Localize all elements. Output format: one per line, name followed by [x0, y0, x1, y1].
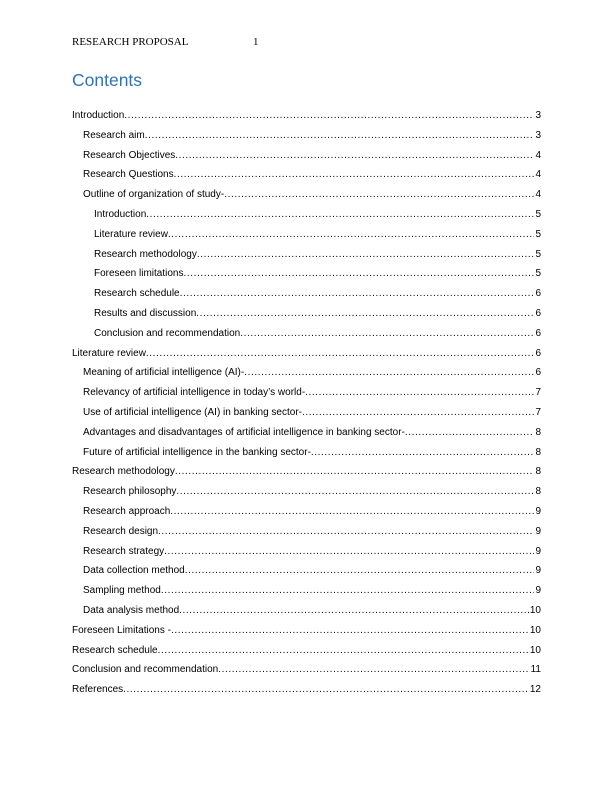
toc-entry-title: Research schedule — [72, 644, 158, 656]
toc-dot-leader — [168, 228, 535, 241]
toc-entry-page-number: 9 — [535, 525, 541, 537]
toc-entry-title: Research methodology — [94, 248, 197, 260]
toc-dot-leader — [124, 109, 534, 122]
toc-entry[interactable] — [83, 128, 541, 142]
toc-dot-leader — [171, 624, 529, 637]
toc-dot-leader — [244, 366, 534, 379]
toc-dot-leader — [179, 604, 529, 617]
toc-entry[interactable] — [72, 643, 541, 657]
toc-entry-page-number: 6 — [535, 327, 541, 339]
toc-dot-leader — [218, 663, 529, 676]
toc-entry-title: Data analysis method — [83, 605, 180, 616]
toc-entry[interactable] — [83, 148, 541, 162]
toc-entry-title: Advantages and disadvantages of artificial intelligence in banking sector- — [83, 426, 405, 438]
toc-entry[interactable] — [83, 445, 541, 459]
toc-entry-title: Sampling method — [83, 585, 161, 597]
toc-dot-leader — [305, 386, 534, 399]
toc-dot-leader — [405, 426, 535, 439]
toc-entry-title: Foreseen limitations — [94, 268, 184, 280]
toc-entry[interactable] — [72, 346, 541, 360]
toc-entry[interactable] — [83, 167, 541, 181]
toc-entry-page-number: 5 — [535, 209, 541, 220]
toc-entry-page-number: 10 — [529, 624, 541, 636]
toc-entry-page-number: 6 — [535, 367, 541, 379]
toc-entry-title: Research methodology — [72, 466, 175, 478]
toc-entry[interactable] — [94, 286, 541, 300]
toc-dot-leader — [197, 248, 535, 261]
toc-entry-page-number: 8 — [535, 466, 541, 478]
toc-entry-page-number: 6 — [535, 288, 541, 300]
toc-dot-leader — [175, 149, 534, 162]
toc-entry[interactable] — [94, 207, 541, 221]
toc-entry-page-number: 8 — [535, 446, 541, 458]
toc-entry-page-number: 5 — [535, 228, 541, 240]
toc-dot-leader — [146, 347, 535, 360]
toc-entry-title: Use of artificial intelligence (AI) in banking sector- — [83, 407, 302, 418]
toc-dot-leader — [302, 406, 534, 419]
toc-dot-leader — [174, 168, 535, 181]
toc-entry-title: Meaning of artificial intelligence (AI)- — [83, 367, 245, 379]
toc-entry[interactable] — [72, 108, 541, 122]
toc-entry-page-number: 7 — [535, 387, 541, 399]
toc-entry-page-number: 10 — [529, 605, 541, 616]
toc-entry-title: Introduction — [72, 110, 125, 121]
toc-entry[interactable] — [94, 266, 541, 280]
toc-entry-title: Conclusion and recommendation — [72, 664, 219, 676]
toc-dot-leader — [240, 327, 534, 340]
toc-entry[interactable] — [94, 326, 541, 340]
toc-entry-title: Foreseen Limitations - — [72, 624, 171, 636]
toc-entry-page-number: 4 — [535, 189, 541, 201]
toc-dot-leader — [146, 208, 534, 221]
toc-entry-page-number: 3 — [535, 110, 541, 121]
toc-dot-leader — [123, 683, 529, 696]
toc-entry-title: Relevancy of artificial intelligence in today’s world- — [83, 387, 306, 399]
toc-entry-title: Literature review — [72, 347, 146, 359]
toc-dot-leader — [183, 267, 534, 280]
toc-dot-leader — [224, 188, 534, 201]
toc-entry-page-number: 10 — [529, 644, 541, 656]
toc-dot-leader — [164, 545, 534, 558]
toc-entry-title: Introduction — [94, 209, 147, 220]
toc-entry[interactable] — [72, 623, 541, 637]
toc-entry[interactable] — [83, 187, 541, 201]
toc-entry[interactable] — [83, 544, 541, 558]
toc-entry-page-number: 6 — [535, 347, 541, 359]
toc-entry-title: Literature review — [94, 228, 168, 240]
page-header — [72, 36, 542, 50]
toc-entry-page-number: 7 — [535, 407, 541, 418]
toc-entry-page-number: 6 — [535, 308, 541, 319]
toc-entry-page-number: 8 — [535, 486, 541, 498]
toc-entry-page-number: 3 — [535, 129, 541, 141]
toc-entry[interactable] — [72, 662, 541, 676]
toc-entry[interactable] — [83, 484, 541, 498]
toc-entry[interactable] — [83, 504, 541, 518]
toc-entry-page-number: 11 — [530, 664, 541, 676]
toc-dot-leader — [161, 584, 535, 597]
toc-entry-title: References — [72, 684, 124, 696]
toc-dot-leader — [170, 505, 534, 518]
toc-entry[interactable] — [94, 306, 541, 320]
toc-entry[interactable] — [83, 603, 541, 617]
toc-entry-page-number: 9 — [535, 585, 541, 597]
toc-entry[interactable] — [83, 365, 541, 379]
toc-entry-title: Research Objectives — [83, 149, 176, 161]
toc-entry-page-number: 4 — [535, 169, 541, 181]
toc-dot-leader — [196, 307, 534, 320]
toc-entry[interactable] — [83, 405, 541, 419]
toc-entry-title: Conclusion and recommendation — [94, 327, 241, 339]
toc-dot-leader — [180, 287, 535, 300]
toc-entry-page-number: 9 — [535, 565, 541, 577]
toc-entry-page-number: 5 — [535, 248, 541, 260]
toc-entry-title: Outline of organization of study- — [83, 189, 225, 201]
toc-entry-page-number: 8 — [535, 426, 541, 438]
toc-entry-title: Research philosophy — [83, 486, 177, 498]
toc-entry-title: Future of artificial intelligence in the banking sector- — [83, 446, 311, 458]
toc-entry-page-number: 9 — [535, 506, 541, 517]
toc-dot-leader — [176, 485, 534, 498]
toc-entry[interactable] — [83, 563, 541, 577]
toc-entry[interactable] — [83, 524, 541, 538]
toc-entry-title: Data collection method — [83, 565, 185, 577]
toc-entry-title: Research design — [83, 525, 159, 537]
toc-entry-page-number: 9 — [535, 545, 541, 557]
toc-entry-title: Research approach — [83, 506, 171, 517]
toc-dot-leader — [158, 525, 534, 538]
toc-entry[interactable] — [94, 247, 541, 261]
toc-dot-leader — [158, 644, 529, 657]
toc-entry-title: Research strategy — [83, 545, 165, 557]
header-page-number: 1 — [253, 36, 259, 48]
contents-heading: Contents — [72, 70, 143, 90]
toc-entry-page-number: 4 — [535, 149, 541, 161]
toc-entry-title: Research Questions — [83, 169, 174, 181]
toc-entry[interactable] — [83, 385, 541, 399]
toc-dot-leader — [145, 129, 535, 142]
toc-dot-leader — [311, 446, 535, 459]
toc-entry[interactable] — [83, 425, 541, 439]
toc-dot-leader — [175, 465, 535, 478]
header-title: RESEARCH PROPOSAL — [72, 36, 189, 48]
toc-entry-title: Results and discussion — [94, 308, 197, 319]
toc-entry[interactable] — [72, 464, 541, 478]
toc-entry[interactable] — [83, 583, 541, 597]
toc-entry-page-number: 12 — [529, 684, 541, 696]
toc-entry-page-number: 5 — [535, 268, 541, 280]
toc-entry-title: Research schedule — [94, 288, 180, 300]
toc-entry[interactable] — [72, 682, 541, 696]
toc-dot-leader — [185, 564, 535, 577]
toc-entry-title: Research aim — [83, 129, 145, 141]
toc-entry[interactable] — [94, 227, 541, 241]
